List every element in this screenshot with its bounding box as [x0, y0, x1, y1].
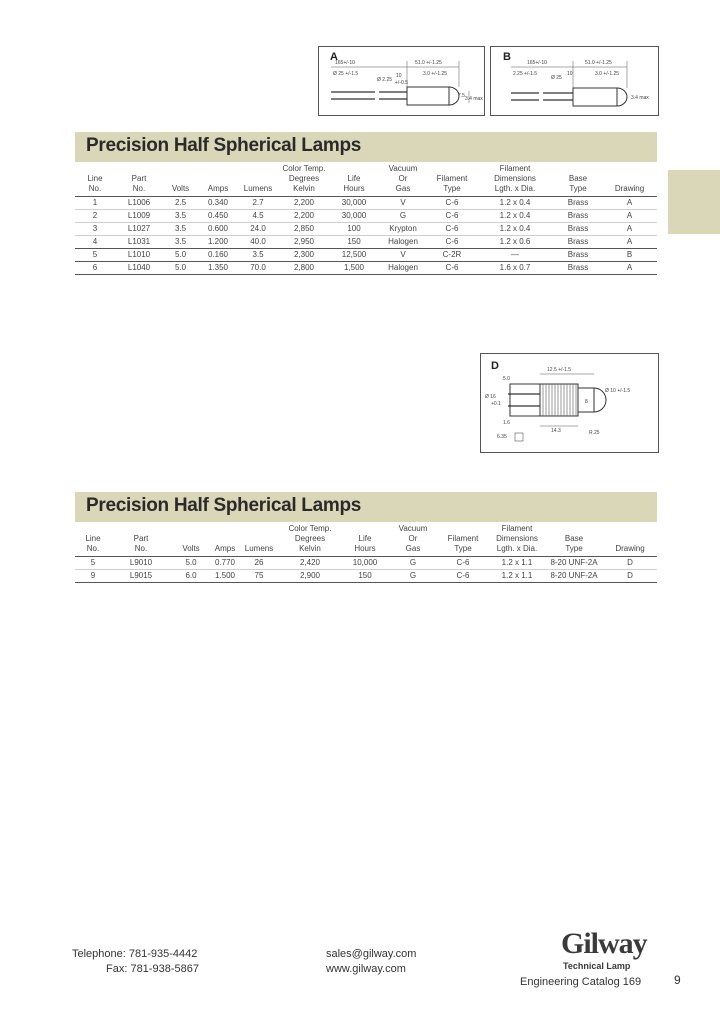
section-2-header — [75, 492, 657, 522]
col-header-drawing: Drawing — [602, 164, 657, 197]
col-header-filament-dims: Filament Dimensions Lgth. x Dia. — [489, 524, 545, 557]
drawing-a-dim: 3.4 max — [465, 96, 483, 102]
footer-website[interactable]: www.gilway.com — [326, 963, 406, 975]
col-header-amps: Amps — [211, 524, 239, 557]
drawing-a-label: A — [330, 51, 338, 63]
drawing-b-diagram — [491, 47, 658, 115]
drawing-b-dim: 165+/-10 — [527, 60, 547, 66]
drawing-b-dim: Ø 25 — [551, 75, 562, 81]
table-header-row — [75, 164, 657, 197]
drawing-d-dim: 8 — [585, 399, 588, 405]
section-1-table — [75, 164, 657, 275]
drawing-a-dim: 3.0 +/-1.25 — [423, 71, 448, 77]
drawing-b-label: B — [503, 51, 511, 63]
col-header-filament-type: Filament Type — [428, 164, 476, 197]
page-number: 9 — [674, 973, 681, 987]
drawing-d-dim: 1.6 — [503, 420, 510, 426]
side-tab — [668, 170, 720, 234]
gilway-logo: Gilway — [561, 927, 647, 960]
drawing-d-dim: 12.5 +/-1.5 — [547, 367, 572, 373]
section-2-title: Precision Half Spherical Lamps — [86, 495, 362, 516]
footer-fax: Fax: 781-938-5867 — [106, 963, 199, 975]
col-header-volts: Volts — [171, 524, 211, 557]
table-row: 6 L1040 5.0 1.350 70.0 2,800 1,500 Halogen C-6 1.6 x 0.7 Brass A — [75, 262, 657, 275]
col-header-amps: Amps — [198, 164, 238, 197]
drawing-a-dim: Ø 2.25 — [377, 77, 393, 83]
catalog-name: Engineering Catalog 169 — [520, 976, 642, 988]
drawing-a-dim: 7.5 — [458, 93, 465, 99]
col-header-gas: Vacuum Or Gas — [389, 524, 437, 557]
col-header-base: Base Type — [554, 164, 602, 197]
table-row: 2 L1009 3.5 0.450 4.5 2,200 30,000 G C-6 1.2 x 0.4 Brass A — [75, 210, 657, 223]
table-row: 5 L1010 5.0 0.160 3.5 2,300 12,500 V C-2R — Brass B — [75, 249, 657, 262]
footer-email[interactable]: sales@gilway.com — [326, 948, 417, 960]
col-header-life: Life Hours — [341, 524, 389, 557]
drawing-d-dim: 14.3 — [551, 428, 561, 434]
drawing-d-dim: R.25 — [589, 430, 600, 436]
section-1-header — [75, 132, 657, 162]
drawing-d — [480, 353, 659, 453]
col-header-lumens: Lumens — [238, 164, 278, 197]
drawing-d-dim: +0.1 — [491, 401, 501, 407]
drawing-a — [318, 46, 485, 116]
col-header-color-temp: Color Temp. Degrees Kelvin — [278, 164, 330, 197]
drawing-d-dim: Ø 16 — [485, 394, 496, 400]
drawing-a-dim: +/-0.5 — [395, 80, 408, 86]
drawing-d-dim: 6.35 — [497, 434, 507, 440]
col-header-base: Base Type — [545, 524, 603, 557]
drawing-b-dim: 3.4 max — [631, 95, 649, 101]
drawing-b-dim: 3.0 +/-1.25 — [595, 71, 620, 77]
drawing-b-dim: 10 — [567, 71, 573, 77]
drawing-d-label: D — [491, 360, 499, 372]
table-row: 9 L9015 6.0 1.500 75 2,900 150 G C-6 1.2 x 1.1 8-20 UNF-2A D — [75, 570, 657, 583]
col-header-filament-type: Filament Type — [437, 524, 489, 557]
col-header-drawing: Drawing — [603, 524, 657, 557]
table-row: 4 L1031 3.5 1.200 40.0 2,950 150 Halogen C-6 1.2 x 0.6 Brass A — [75, 236, 657, 249]
drawing-a-dim: 51.0 +/-1.25 — [415, 60, 442, 66]
table-row: 5 L9010 5.0 0.770 26 2,420 10,000 G C-6 1.2 x 1.1 8-20 UNF-2A D — [75, 557, 657, 570]
drawing-b-dim: 2.25 +/-1.5 — [513, 71, 538, 77]
gilway-logo-subtitle: Technical Lamp — [563, 961, 631, 971]
section-1-title: Precision Half Spherical Lamps — [86, 135, 362, 156]
col-header-life: Life Hours — [330, 164, 378, 197]
drawing-a-dim: 165+/-10 — [335, 60, 355, 66]
table-row: 1 L1006 2.5 0.340 2.7 2,200 30,000 V C-6 1.2 x 0.4 Brass A — [75, 197, 657, 210]
table-header-row — [75, 524, 657, 557]
col-header-volts: Volts — [163, 164, 198, 197]
col-header-color-temp: Color Temp. Degrees Kelvin — [279, 524, 341, 557]
section-2-table — [75, 524, 657, 583]
col-header-part: Part No. — [115, 164, 163, 197]
drawing-d-dim: 5.0 — [503, 376, 510, 382]
drawing-b — [490, 46, 659, 116]
footer-telephone: Telephone: 781-935-4442 — [72, 948, 198, 960]
col-header-line: Line No. — [75, 164, 115, 197]
drawing-b-dim: 51.0 +/-1.25 — [585, 60, 612, 66]
drawing-a-dim: Ø 25 +/-1.5 — [333, 71, 359, 77]
col-header-line: Line No. — [75, 524, 111, 557]
col-header-part: Part No. — [111, 524, 171, 557]
drawing-a-dim: 10 — [396, 73, 402, 79]
table-row: 3 L1027 3.5 0.600 24.0 2,850 100 Krypton C-6 1.2 x 0.4 Brass A — [75, 223, 657, 236]
col-header-gas: Vacuum Or Gas — [378, 164, 428, 197]
col-header-filament-dims: Filament Dimensions Lgth. x Dia. — [476, 164, 554, 197]
drawing-d-dim: Ø 10 +/-1.5 — [605, 388, 631, 394]
col-header-lumens: Lumens — [239, 524, 279, 557]
